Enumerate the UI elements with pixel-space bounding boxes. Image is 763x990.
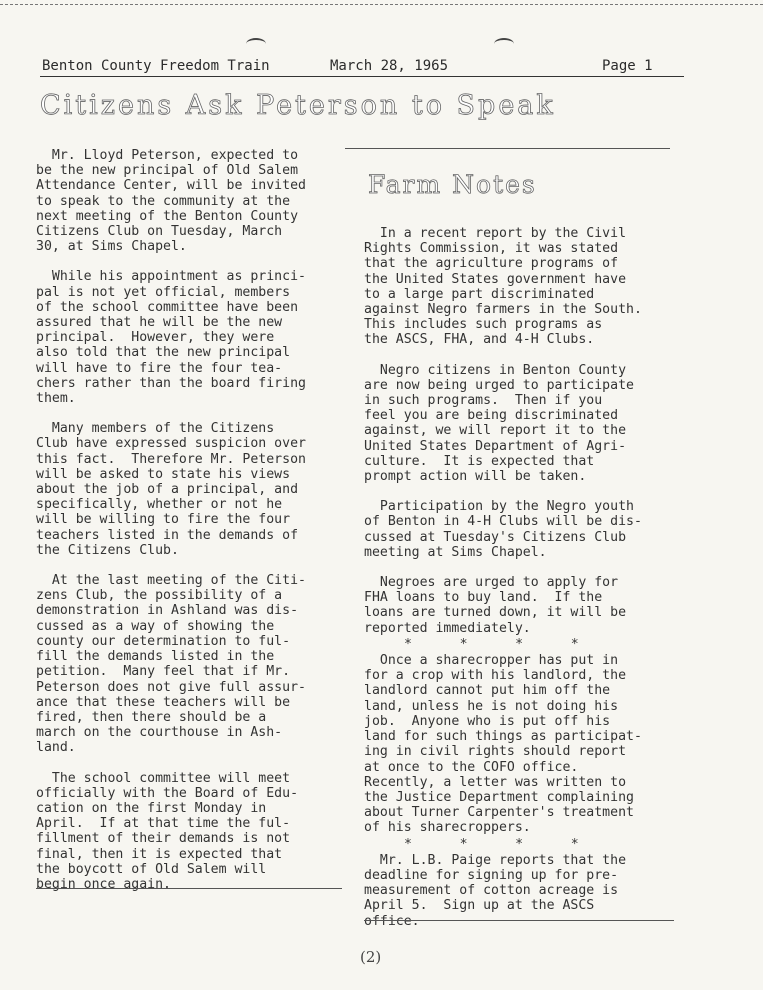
article-paragraph: The school committee will meet officially with the Board of Edu- cation on the first Monday in April. If at that time the ful- fillment of their demands is not final, then it is expected that the boycott of Old Salem will begin once again. xyxy=(36,770,299,892)
column-end-rule xyxy=(36,888,342,889)
issue-date: March 28, 1965 xyxy=(330,58,449,74)
article-paragraph: Mr. Lloyd Peterson, expected to be the new principal of Old Salem Attendance Center, will be invited to speak to the community at the next meeting of the Benton County Citizens Club on Tuesday, March 30, at Sims Chapel. xyxy=(36,148,306,255)
note-paragraph: In a recent report by the Civil Rights Commission, it was stated that the agriculture programs of the United States government have to a large part discriminated against Negro farmers in the South. This includes such programs as the ASCS, FHA, and 4-H Clubs. xyxy=(364,226,642,348)
note-paragraph: Mr. L.B. Paige reports that the deadline for signing up for pre- measurement of cotton acreage is April 5. Sign up at the ASCS office. xyxy=(364,852,627,929)
note-paragraph: Negro citizens in Benton County are now being urged to participate in such programs. Then if you feel you are being discriminated against, we will report it to the United States Department of Agri- culture. It is expected that prompt action will be taken. xyxy=(364,362,634,485)
paper-name: Benton County Freedom Train xyxy=(42,58,270,74)
page-number-marker: (2) xyxy=(360,948,382,966)
right-column xyxy=(364,226,684,944)
section-title-farm-notes: Farm Notes xyxy=(368,170,537,199)
farm-notes-end-rule xyxy=(364,920,674,921)
separator-stars: * * * * xyxy=(404,836,579,852)
article-paragraph: At the last meeting of the Citi- zens Club, the possibility of a demonstration in Ashland was dis- cussed as a way of showing the county our determination to ful- fill the demands listed in the petition. Many feel that if Mr. Peterson does not give full assur- ance that these teachers will be fired, then there should be a march on the courthouse in Ash- land. xyxy=(36,573,306,756)
note-paragraph: Negroes are urged to apply for FHA loans to buy land. If the loans are turned down, it will be reported immediately. xyxy=(364,575,627,636)
separator-stars: * * * * xyxy=(404,636,579,652)
punch-mark-left xyxy=(246,38,266,50)
farm-notes-top-rule xyxy=(345,148,670,149)
perforation-line xyxy=(0,4,763,5)
page-title: Citizens Ask Peterson to Speak xyxy=(40,90,556,121)
masthead xyxy=(40,58,682,78)
page-label: Page 1 xyxy=(602,58,653,74)
article-paragraph: While his appointment as princi- pal is not yet official, members of the school committee have been assured that he will be the new principal. However, they were also told that the new principal will have to fire the four tea- chers rather than the board firing them. xyxy=(36,269,306,407)
left-column xyxy=(36,148,341,907)
masthead-rule xyxy=(40,76,684,77)
article-paragraph: Many members of the Citizens Club have expressed suspicion over this fact. Therefore Mr. Peterson will be asked to state his views about the job of a principal, and specifically, whether or not he will be willing to fire the four teachers listed in the demands of the Citizens Club. xyxy=(36,421,306,558)
note-paragraph: Once a sharecropper has put in for a crop with his landlord, the landlord cannot put him off the land, unless he is not doing his job. Anyone who is put off his land for such things as participat- ing in civil rights should report at once to the COFO office. Recently, a letter was written to the Justice Department complaining about Turner Carpenter's treatment of his sharecroppers. xyxy=(364,653,642,836)
note-paragraph: Participation by the Negro youth of Benton in 4-H Clubs will be dis- cussed at Tuesday's Citizens Club meeting at Sims Chapel. xyxy=(364,499,642,560)
punch-mark-right xyxy=(494,38,514,50)
